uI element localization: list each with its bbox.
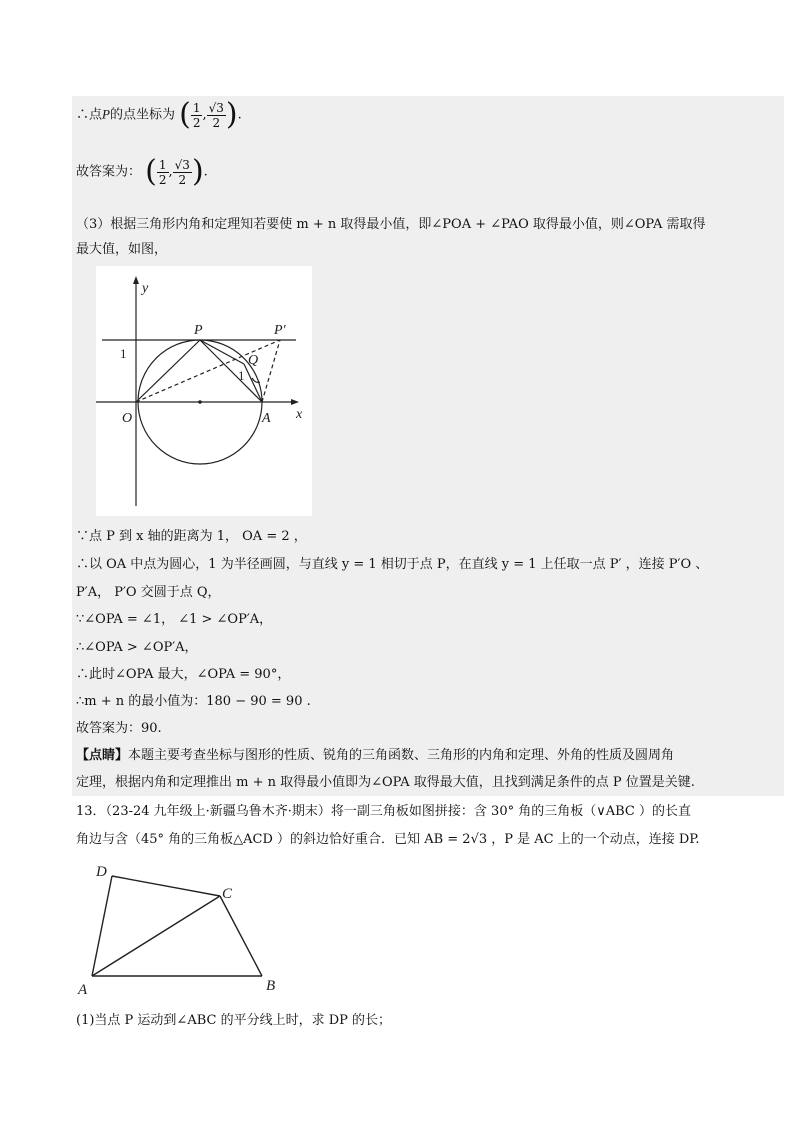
label-a: A	[78, 982, 88, 998]
segment-p-prime-a	[262, 340, 280, 402]
left-paren: (	[145, 154, 157, 189]
problem-line-2: 角边与含（45° 角的三角板△ACD ）的斜边恰好重合．已知 AB = 2√3 ，P 是 AC 上的一个动点，连接 DP.	[76, 832, 700, 847]
solution-line-2: 故答案为： ( $\frac{1}{2}$ , $\frac{√3}{2}$ ).	[76, 154, 208, 189]
label-q: Q	[248, 353, 259, 368]
problem-line-1: 13．（23-24 九年级上·新疆乌鲁木齐·期末）将一副三角板如图拼接：含 30° 角的三角板（∨ABC ）的长直	[76, 804, 691, 819]
solution-line-7: P′A， P′O 交圆于点 Q，	[76, 585, 221, 600]
right-paren: )	[225, 97, 238, 132]
solution-line-6: ∴以 OA 中点为圆心，1 为半径画圆，与直线 y = 1 相切于点 P，在直线 y = 1 上任取一点 P′ ，连接 P′O 、	[76, 557, 709, 572]
label-d: D	[96, 864, 107, 880]
label-angle-1: 1	[238, 368, 245, 383]
label-y: y	[142, 281, 149, 296]
segment-p-prime-o	[136, 340, 280, 402]
solution-line-3: （3）根据三角形内角和定理知若要使 m + n 取得最小值，即∠POA + ∠PAO 取得最小值，则∠OPA 需取得	[76, 217, 706, 232]
label-a: A	[262, 411, 271, 426]
solution-line-4: 最大值，如图，	[76, 242, 168, 257]
solution-line-10: ∴此时∠OPA 最大，∠OPA = 90°，	[76, 667, 291, 682]
label-o: O	[122, 411, 133, 426]
right-paren: )	[191, 154, 204, 189]
text: ∴点	[76, 107, 103, 123]
x-axis-arrow	[291, 399, 299, 405]
solution-line-8: ∵∠OPA = ∠1， ∠1 > ∠OP′A，	[76, 612, 273, 627]
solution-line-9: ∴∠OPA > ∠OP′A，	[76, 640, 198, 655]
label-p: P	[194, 323, 203, 338]
point-label: P	[102, 106, 110, 122]
y-axis-arrow	[133, 276, 139, 284]
center-dot	[198, 400, 202, 404]
left-paren: (	[179, 97, 191, 132]
fraction: $\frac{√3}{2}$	[208, 100, 224, 130]
key-point-tag: 【点睛】	[76, 748, 129, 763]
label-one-axis: 1	[120, 346, 127, 361]
angle-mark	[252, 378, 260, 383]
solution-line-1: ∴点P的点坐标为 ( $\frac{1}{2}$ , $\frac{√3}{2}$ ).	[76, 97, 242, 132]
solution-line-11: ∴m + n 的最小值为：180 − 90 = 90 .	[76, 694, 311, 709]
question-1: (1)当点 P 运动到∠ABC 的平分线上时，求 DP 的长；	[76, 1013, 392, 1028]
label-x: x	[296, 407, 303, 422]
key-point-text: 本题主要考查坐标与图形的性质、锐角的三角函数、三角形的内角和定理、外角的性质及圆周角	[128, 748, 675, 763]
solution-line-13	[76, 746, 674, 766]
segment-cb	[220, 896, 262, 976]
fraction: $\frac{1}{2}$	[192, 100, 201, 130]
solution-line-14: 定理，根据内角和定理推出 m + n 取得最小值即为∠OPA 取得最大值，且找到满足条件的点 P 位置是关键.	[76, 775, 695, 790]
fraction: $\frac{1}{2}$	[158, 157, 167, 187]
segment-dc	[112, 876, 220, 896]
solution-line-5: ∵点 P 到 x 轴的距离为 1， OA = 2 ，	[76, 529, 307, 544]
segment-ad	[92, 876, 112, 976]
solution-line-12: 故答案为：90.	[76, 721, 162, 736]
text: 的点坐标为	[109, 107, 175, 123]
label-c: C	[222, 886, 233, 902]
text: 故答案为：	[76, 164, 142, 180]
figure-triangles	[72, 860, 292, 1000]
segment-ac	[92, 896, 220, 976]
fraction: $\frac{√3}{2}$	[174, 157, 190, 187]
label-b: B	[266, 978, 276, 994]
figure-circle-coordinate	[96, 266, 312, 516]
label-p-prime: P′	[274, 323, 286, 338]
